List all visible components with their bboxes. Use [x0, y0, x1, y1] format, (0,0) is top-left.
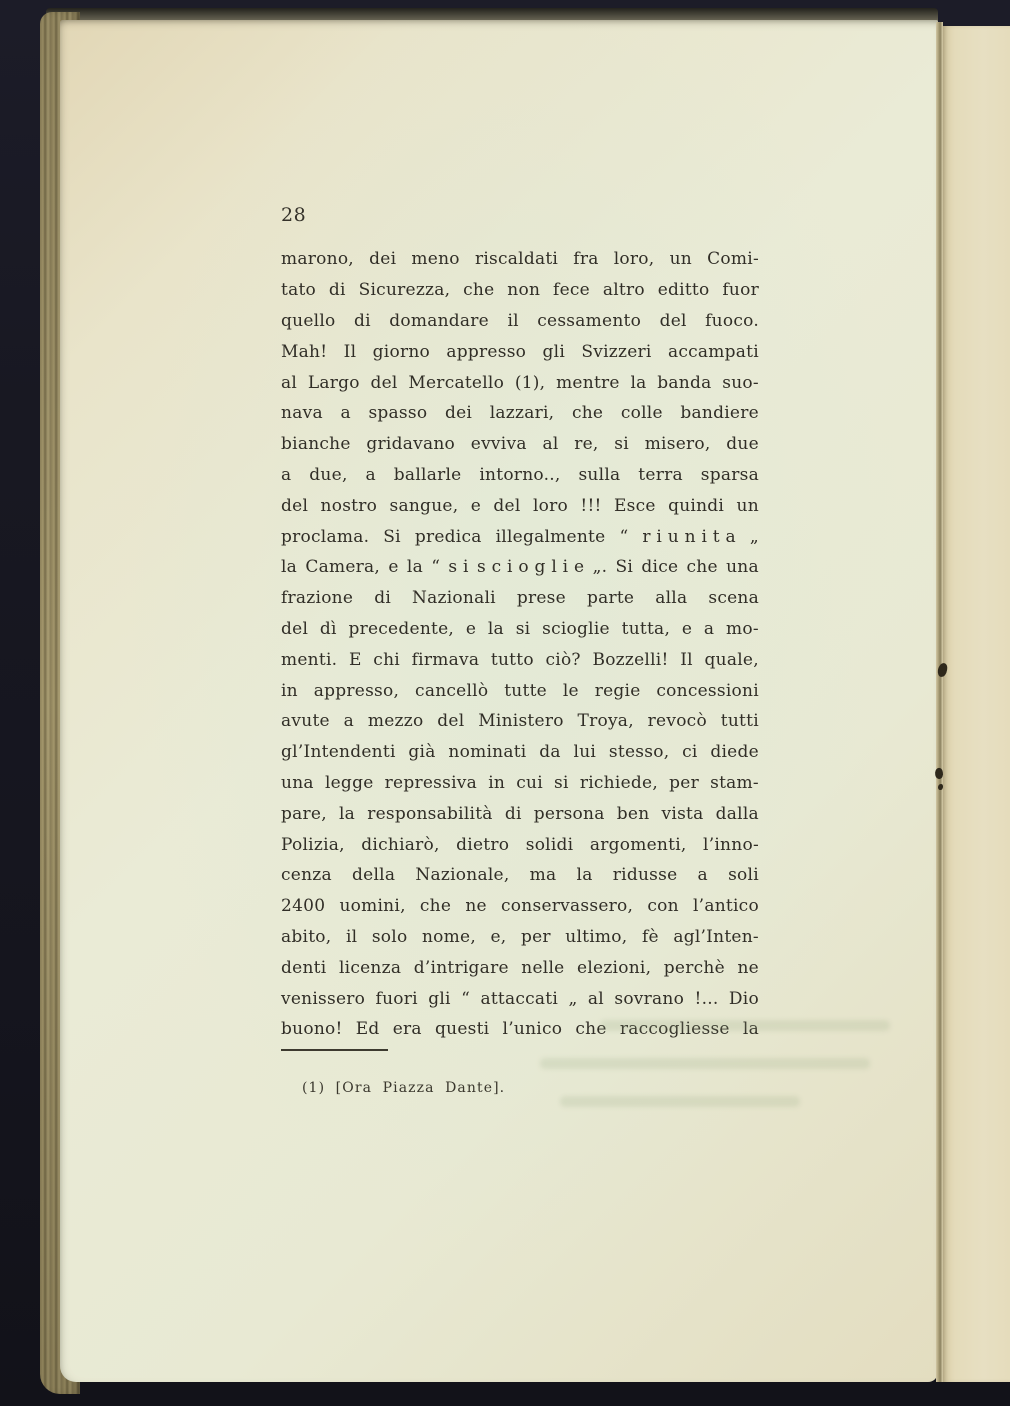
text-line: in appresso, cancellò tutte le regie concessioni [281, 680, 759, 701]
text-line: nava a spasso dei lazzari, che colle bandiere [281, 403, 759, 424]
text-line: tato di Sicurezza, che non fece altro editto fuor [281, 280, 759, 301]
footnote: (1) [Ora Piazza Dante]. [302, 1080, 506, 1096]
page-number: 28 [281, 204, 307, 226]
text-line: proclama. Si predica illegalmente “ r i u n i t a „ [281, 526, 759, 547]
text-line: Polizia, dichiarò, dietro solidi argomenti, l’inno- [281, 834, 759, 855]
text-line: quello di domandare il cessamento del fuoco. [281, 310, 759, 331]
text-line: del dì precedente, e la si scioglie tutta, e a mo- [281, 618, 759, 639]
text-line: cenza della Nazionale, ma la ridusse a soli [281, 865, 759, 886]
text-line: 2400 uomini, che ne conservassero, con l’antico [281, 896, 759, 917]
text-line: al Largo del Mercatello (1), mentre la banda suo- [281, 372, 759, 393]
next-page-edge [943, 26, 1010, 1382]
text-line: frazione di Nazionali prese parte alla scena [281, 588, 759, 609]
text-line: del nostro sangue, e del loro !!! Esce quindi un [281, 495, 759, 516]
page-gutter-crease [936, 22, 943, 1382]
text-line: abito, il solo nome, e, per ultimo, fè agl’Inten- [281, 926, 759, 947]
text-line: gl’Intendenti già nominati da lui stesso, ci diede [281, 742, 759, 763]
text-line: una legge repressiva in cui si richiede, per stam- [281, 772, 759, 793]
text-line: venissero fuori gli “ attaccati „ al sovrano !... Dio [281, 988, 759, 1009]
text-line: denti licenza d’intrigare nelle elezioni, perchè ne [281, 957, 759, 978]
footnote-rule [281, 1049, 388, 1051]
text-line: Mah! Il giorno appresso gli Svizzeri accampati [281, 341, 759, 362]
book-page [60, 20, 938, 1382]
text-line: pare, la responsabilità di persona ben vista dalla [281, 803, 759, 824]
text-line: buono! Ed era questi l’unico che raccogliesse la [281, 1019, 759, 1040]
text-line: bianche gridavano evviva al re, si misero, due [281, 434, 759, 455]
text-line: a due, a ballarle intorno.., sulla terra sparsa [281, 464, 759, 485]
text-line: marono, dei meno riscaldati fra loro, un Comi- [281, 249, 759, 270]
text-line: avute a mezzo del Ministero Troya, revocò tutti [281, 711, 759, 732]
text-line: la Camera, e la “ s i s c i o g l i e „. Si dice che una [281, 557, 759, 578]
text-line: menti. E chi firmava tutto ciò? Bozzelli! Il quale, [281, 649, 759, 670]
body-text [281, 244, 759, 1045]
